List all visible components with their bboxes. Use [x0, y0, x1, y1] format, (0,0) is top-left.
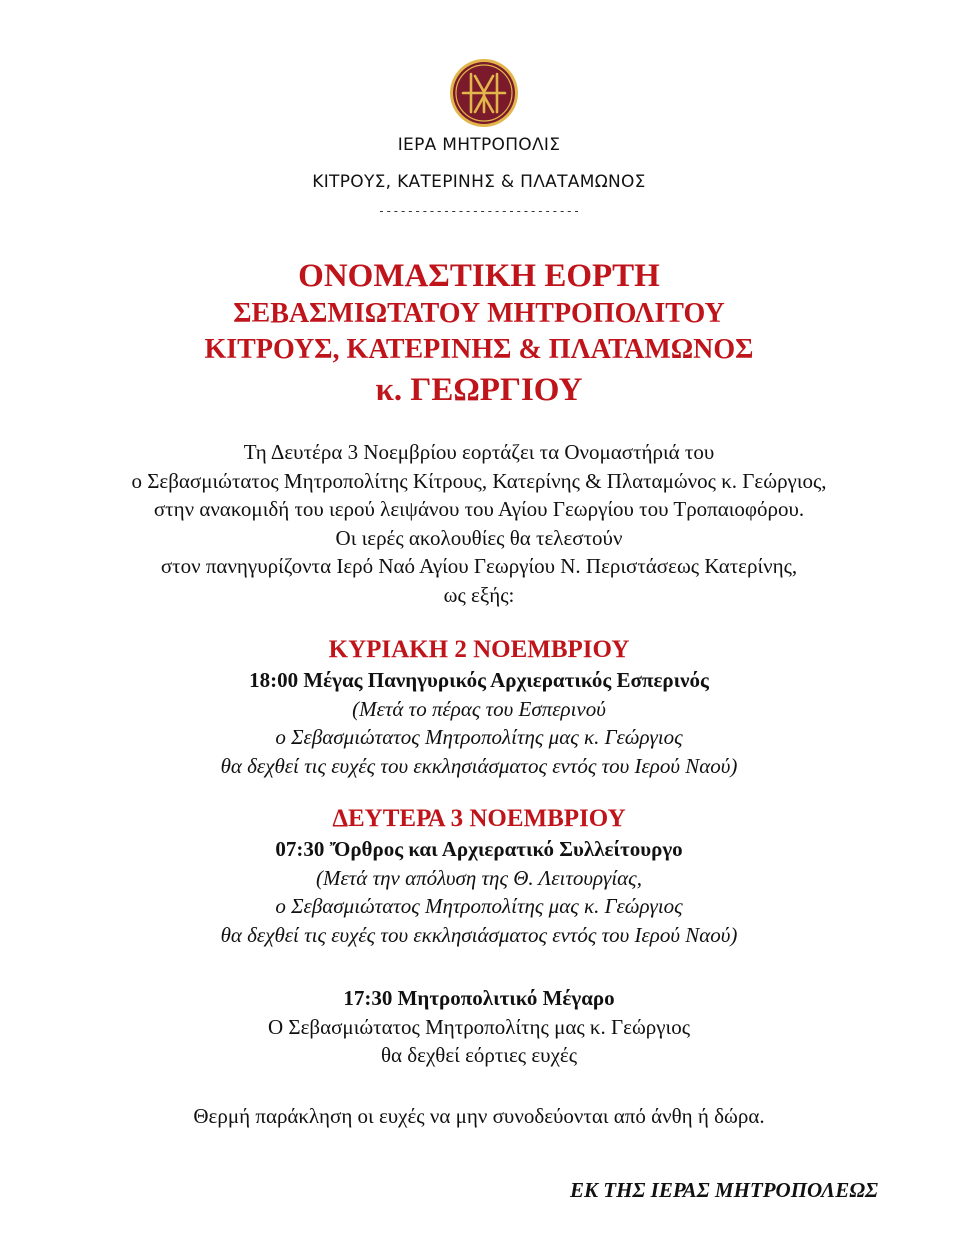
evening-event: 17:30 Μητροπολιτικό Μέγαρο	[343, 986, 615, 1010]
monday-note-line: ο Σεβασμιώτατος Μητροπολίτης μας κ. Γεώργιος	[275, 894, 683, 918]
signature: ΕΚ ΤΗΣ ΙΕΡΑΣ ΜΗΤΡΟΠΟΛΕΩΣ	[570, 1178, 878, 1202]
intro-line: ο Σεβασμιώτατος Μητροπολίτης Κίτρους, Κατερίνης & Πλαταμώνος κ. Γεώργιος,	[131, 468, 827, 493]
header-separator: ----------------------------	[377, 204, 581, 218]
sunday-note-line: ο Σεβασμιώτατος Μητροπολίτης μας κ. Γεώργιος	[275, 725, 683, 749]
title-line-2: ΣΕΒΑΣΜΙΩΤΑΤΟΥ ΜΗΤΡΟΠΟΛΙΤΟΥ	[233, 298, 725, 329]
request-text: Θερμή παράκληση οι ευχές να μην συνοδεύονται από άνθη ή δώρα.	[193, 1104, 765, 1128]
metropolis-logo-icon	[449, 58, 519, 128]
monday-note-line: θα δεχθεί τις ευχές του εκκλησιάσματος εντός του Ιερού Ναού)	[220, 922, 738, 947]
monday-section	[0, 803, 958, 949]
header-line-2: ΚΙΤΡΟΥΣ, ΚΑΤΕΡΙΝΗΣ & ΠΛΑΤΑΜΩΝΟΣ	[312, 172, 646, 192]
header-line-1: ΙΕΡΑ ΜΗΤΡΟΠΟΛΙΣ	[397, 135, 561, 155]
evening-note-line: θα δεχθεί εόρτιες ευχές	[380, 1043, 578, 1067]
evening-note-line: Ο Σεβασμιώτατος Μητροπολίτης μας κ. Γεώργιος	[267, 1014, 691, 1039]
sunday-heading: ΚΥΡΙΑΚΗ 2 ΝΟΕΜΒΡΙΟΥ	[328, 636, 630, 663]
intro-line: στον πανηγυρίζοντα Ιερό Ναό Αγίου Γεωργίου Ν. Περιστάσεως Κατερίνης,	[160, 554, 798, 578]
sunday-note-line: (Μετά το πέρας του Εσπερινού	[352, 696, 606, 721]
intro-line: Τη Δευτέρα 3 Νοεμβρίου εορτάζει τα Ονομαστήριά του	[243, 440, 715, 464]
sunday-section	[0, 634, 958, 780]
monday-event: 07:30 Ὄρθρος και Αρχιερατικό Συλλείτουργο	[275, 837, 683, 861]
title-line-4: κ. ΓΕΩΡΓΙΟΥ	[375, 372, 583, 408]
monday-note-line: (Μετά την απόλυση της Θ. Λειτουργίας,	[316, 865, 642, 890]
evening-section	[0, 984, 958, 1070]
intro-line: στην ανακομιδή του ιερού λειψάνου του Αγίου Γεωργίου του Τροπαιοφόρου.	[153, 497, 805, 521]
title-line-3: ΚΙΤΡΟΥΣ, ΚΑΤΕΡΙΝΗΣ & ΠΛΑΤΑΜΩΝΟΣ	[204, 334, 754, 365]
title-block	[0, 256, 958, 412]
intro-paragraph	[0, 438, 958, 609]
intro-line: Οι ιερές ακολουθίες θα τελεστούν	[335, 525, 623, 550]
intro-line: ως εξής:	[443, 582, 515, 607]
sunday-note-line: θα δεχθεί τις ευχές του εκκλησιάσματος εντός του Ιερού Ναού)	[220, 753, 738, 778]
sunday-event: 18:00 Μέγας Πανηγυρικός Αρχιερατικός Εσπερινός	[249, 668, 709, 692]
monday-heading: ΔΕΥΤΕΡΑ 3 ΝΟΕΜΒΡΙΟΥ	[332, 805, 626, 832]
title-line-1: ΟΝΟΜΑΣΤΙΚΗ ΕΟΡΤΗ	[298, 258, 660, 294]
